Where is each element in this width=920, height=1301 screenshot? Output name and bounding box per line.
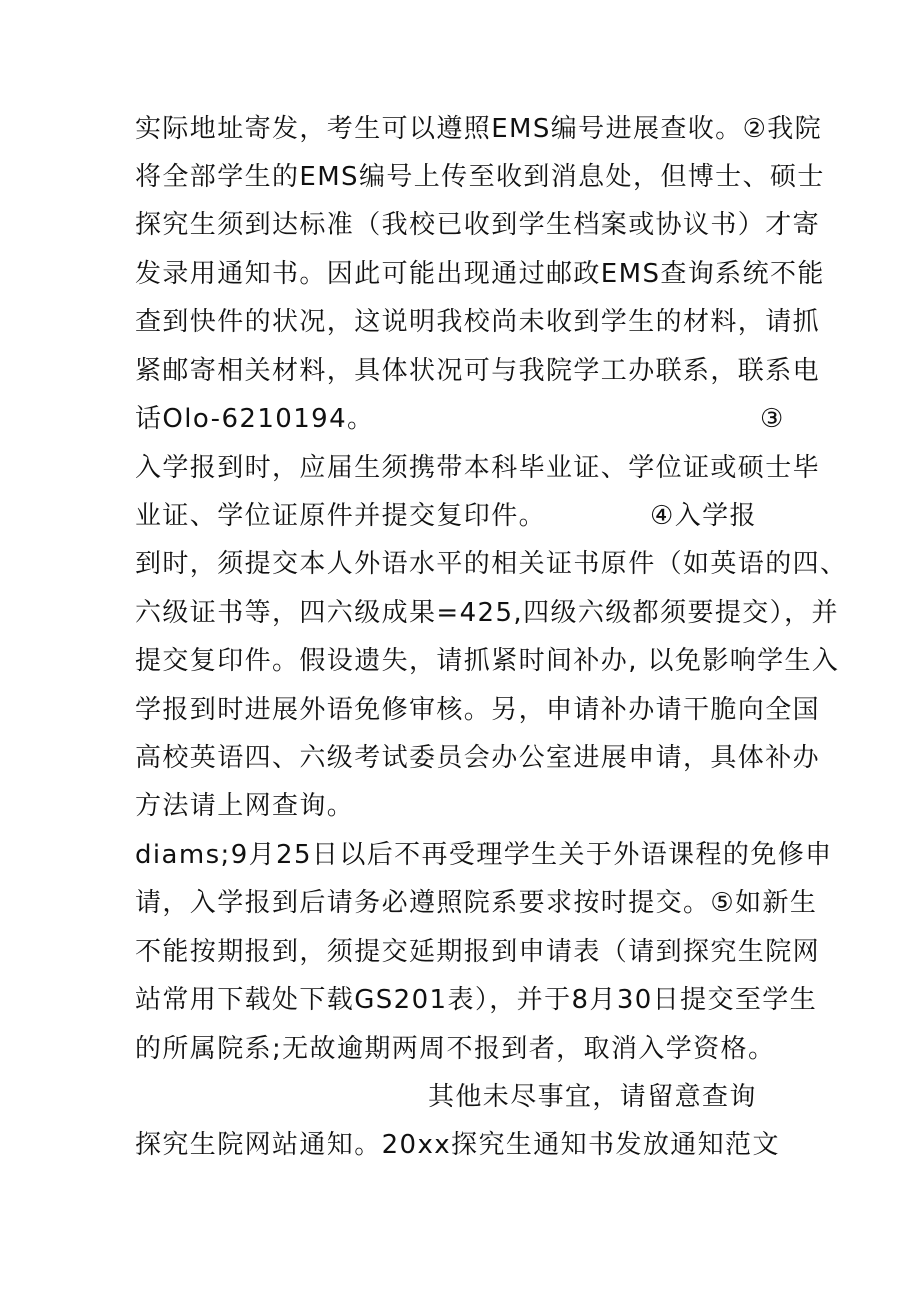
text-line: 探究生院网站通知。20xx探究生通知书发放通知范文	[135, 1130, 780, 1160]
text-line: 六级证书等，四六级成果=425,四级六级都须要提交），并	[135, 598, 839, 628]
text-line: 查到快件的状况，这说明我校尚未收到学生的材料，请抓	[135, 307, 821, 337]
text-line: 站常用下载处下载GS201表），并于8月30日提交至学生	[135, 985, 818, 1015]
text-line: diams;9月25日以后不再受理学生关于外语课程的免修申	[135, 840, 833, 870]
text-line: 提交复印件。假设遗失，请抓紧时间补办, 以免影响学生入	[135, 646, 840, 676]
text-line: 实际地址寄发，考生可以遵照EMS编号进展查收。②我院	[135, 114, 823, 144]
text-line: 不能按期报到，须提交延期报到申请表（请到探究生院网	[135, 937, 821, 967]
text-line: 请，入学报到后请务必遵照院系要求按时提交。⑤如新生	[135, 888, 818, 918]
text-line: 探究生须到达标准（我校已收到学生档案或协议书）才寄	[135, 210, 821, 240]
text-line: ④入学报	[650, 501, 757, 531]
text-line: 其他未尽事宜，请留意查询	[428, 1082, 757, 1112]
text-line: 发录用通知书。因此可能出现通过邮政EMS查询系统不能	[135, 259, 825, 289]
text-line: 业证、学位证原件并提交复印件。	[135, 501, 547, 531]
text-line: 学报到时进展外语免修审核。另，申请补办请干脆向全国	[135, 695, 821, 725]
text-line: 紧邮寄相关材料，具体状况可与我院学工办联系，联系电	[135, 356, 821, 386]
text-line: ③	[760, 404, 785, 434]
text-line: 话Olo-6210194。	[135, 404, 375, 434]
text-line: 入学报到时，应届生须携带本科毕业证、学位证或硕士毕	[135, 453, 821, 483]
text-line: 高校英语四、六级考试委员会办公室进展申请，具体补办	[135, 743, 821, 773]
text-line: 到时，须提交本人外语水平的相关证书原件（如英语的四、	[135, 549, 848, 579]
text-line: 的所属院系;无故逾期两周不报到者，取消入学资格。	[135, 1034, 776, 1064]
text-line: 将全部学生的EMS编号上传至收到消息处，但博士、硕士	[135, 162, 825, 192]
text-line: 方法请上网查询。	[135, 791, 355, 821]
